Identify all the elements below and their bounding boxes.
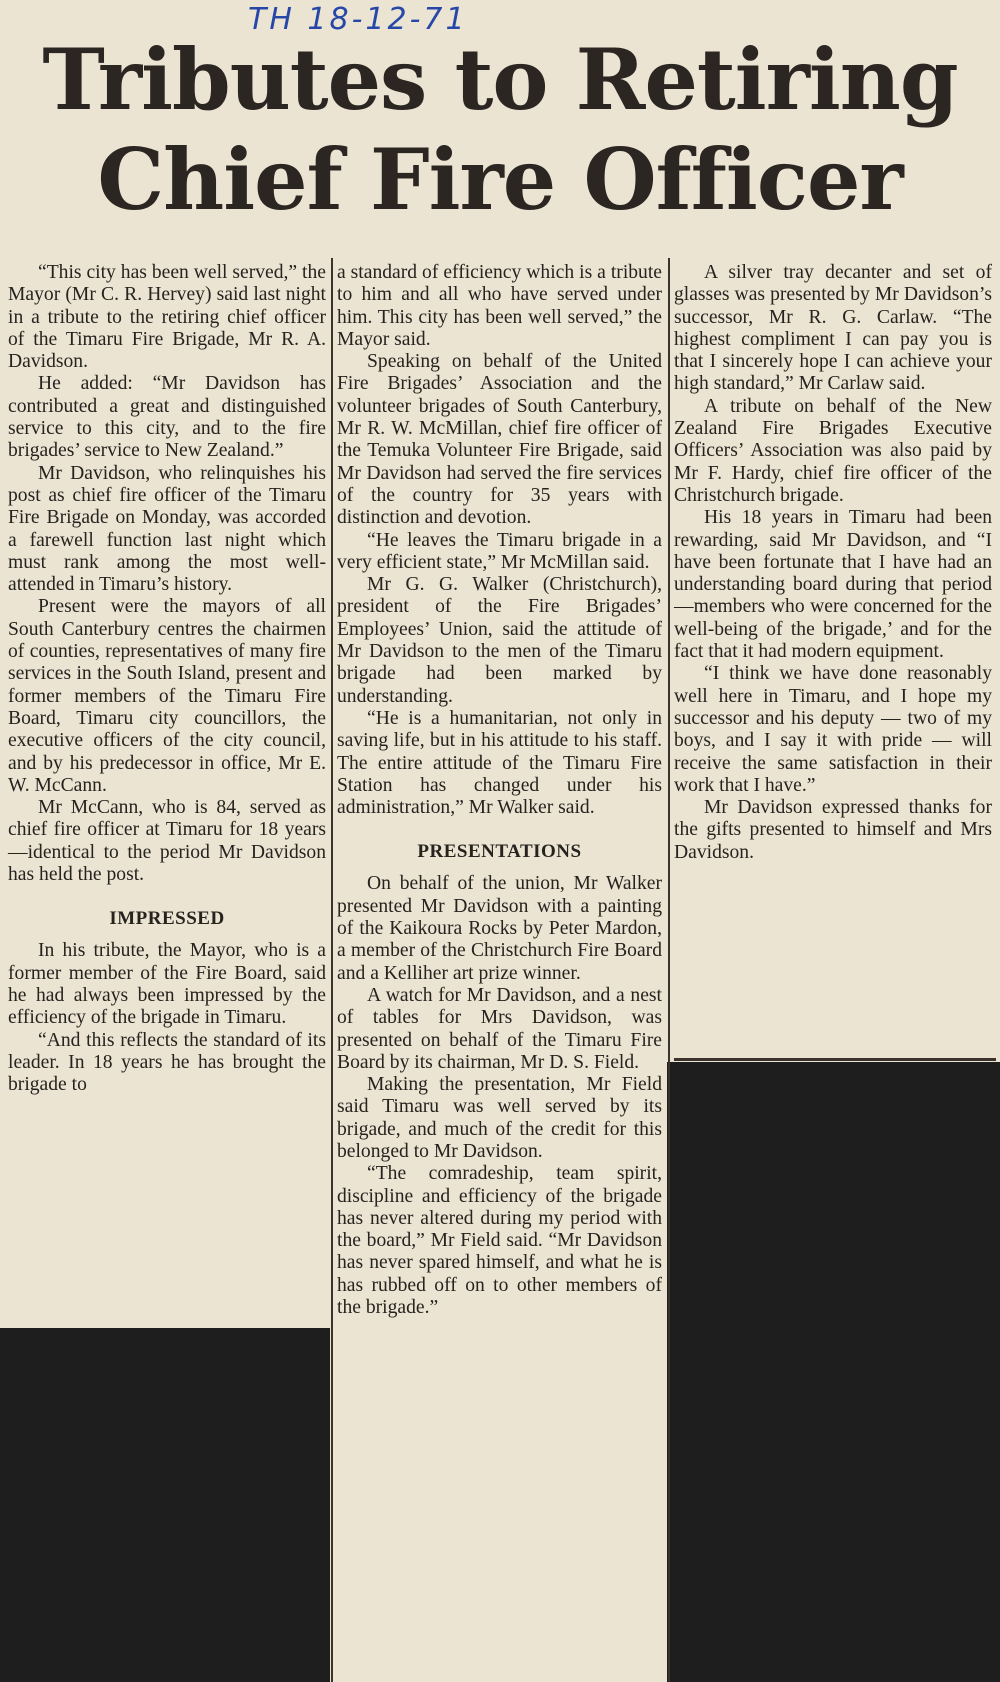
paragraph: “And this reflects the standard of its leader. In 18 years he has brought the brigade to	[8, 1029, 326, 1096]
paragraph: A tribute on behalf of the New Zealand Fire Brigades Executive Officers’ Association was also paid by Mr F. Hardy, chief fire officer of the Christchurch brigade.	[674, 395, 992, 506]
article-column-2	[337, 262, 662, 1319]
paragraph: Making the presentation, Mr Field said Timaru was well served by its brigade, and much of the credit for this belonged to Mr Davidson.	[337, 1074, 662, 1162]
paragraph: “This city has been well served,” the Mayor (Mr C. R. Hervey) said last night in a tribute to the retiring chief officer of the Timaru Fire Brigade, Mr R. A. Davidson.	[8, 262, 326, 373]
clipping-left-column-tail	[0, 1062, 330, 1328]
headline	[20, 30, 980, 230]
paragraph: Present were the mayors of all South Canterbury centres the chairmen of counties, representatives of many fire services in the South Island, present and former members of the Timaru Fire Board, Timaru city councillors, the executive officers of the city council, and by his predecessor in office, Mr E. W. McCann.	[8, 596, 326, 796]
paragraph: In his tribute, the Mayor, who is a former member of the Fire Board, said he had always been impressed by the efficiency of the brigade in Timaru.	[8, 940, 326, 1029]
headline-line-1: Tributes to Retiring	[42, 30, 958, 129]
article-column-3	[674, 262, 992, 864]
paragraph: Mr Davidson expressed thanks for the gifts presented to himself and Mrs Davidson.	[674, 797, 992, 863]
paragraph: On behalf of the union, Mr Walker presented Mr Davidson with a painting of the Kaikoura Rocks by Peter Mardon, a member of the Christchurch Fire Board and a Kelliher art prize winner.	[337, 873, 662, 984]
paragraph: A silver tray decanter and set of glasses was presented by Mr Davidson’s successor, Mr R. G. Carlaw. “The highest compliment I can pay you is that I sincerely hope I can achieve your high standard,” Mr Carlaw said.	[674, 262, 992, 395]
handwritten-date-annotation: TH 18-12-71	[248, 2, 468, 37]
article-column-1	[8, 262, 326, 1096]
column-divider-2	[668, 258, 670, 1682]
subheading-presentations: PRESENTATIONS	[417, 841, 582, 863]
paragraph: a standard of efficiency which is a tribute to him and all who have served under him. This city has been well served,” the Mayor said.	[337, 262, 662, 350]
headline-line-2: Chief Fire Officer	[97, 130, 903, 229]
paragraph: A watch for Mr Davidson, and a nest of tables for Mrs Davidson, was presented on behalf of the Timaru Fire Board by its chairman, Mr D. S. Field.	[337, 984, 662, 1073]
paragraph: Mr Davidson, who relinquishes his post as chief fire officer of the Timaru Fire Brigade on Monday, was accorded a farewell function last night which must rank among the most well-attended in Timaru’s history.	[8, 462, 326, 596]
paragraph: His 18 years in Timaru had been rewarding, said Mr Davidson, and “I have been fortunate that I have had an understanding board during that period—members who were concerned for the well-being of the brigade,’ and for the fact that it had modern equipment.	[674, 507, 992, 663]
subheading-impressed: IMPRESSED	[109, 908, 225, 930]
paragraph: “The comradeship, team spirit, discipline and efficiency of the brigade has never altered during my period with the board,” Mr Field said. “Mr Davidson has never spared himself, and what he is has rubbed off on to other members of the brigade.”	[337, 1163, 662, 1319]
article-end-rule-right	[674, 1058, 996, 1061]
paragraph: Speaking on behalf of the United Fire Brigades’ Association and the volunteer brigades of South Canterbury, Mr R. W. McMillan, chief fire officer of the Temuka Volunteer Fire Brigade, said Mr Davidson had served the fire services of the country for 35 years with distinction and devotion.	[337, 351, 662, 529]
paragraph: Mr G. G. Walker (Christchurch), president of the Fire Brigades’ Employees’ Union, said the attitude of Mr Davidson to the men of the Timaru brigade had been marked by understanding.	[337, 574, 662, 707]
paragraph: “I think we have done reasonably well here in Timaru, and I hope my successor and his deputy — two of my boys, and I say it with pride — will receive the same satisfaction in their work that I have.”	[674, 663, 992, 796]
column-divider-1	[331, 258, 333, 1682]
paragraph: Mr McCann, who is 84, served as chief fire officer at Timaru for 18 years—identical to the period Mr Davidson has held the post.	[8, 797, 326, 886]
paragraph: “He is a humanitarian, not only in saving life, but in his attitude to his staff. The entire attitude of the Timaru Fire Station has changed under his administration,” Mr Walker said.	[337, 707, 662, 819]
paragraph: He added: “Mr Davidson has contributed a great and distinguished service to this city, and to the fire brigades’ service to New Zealand.”	[8, 373, 326, 462]
paragraph: “He leaves the Timaru brigade in a very efficient state,” Mr McMillan said.	[337, 529, 662, 573]
